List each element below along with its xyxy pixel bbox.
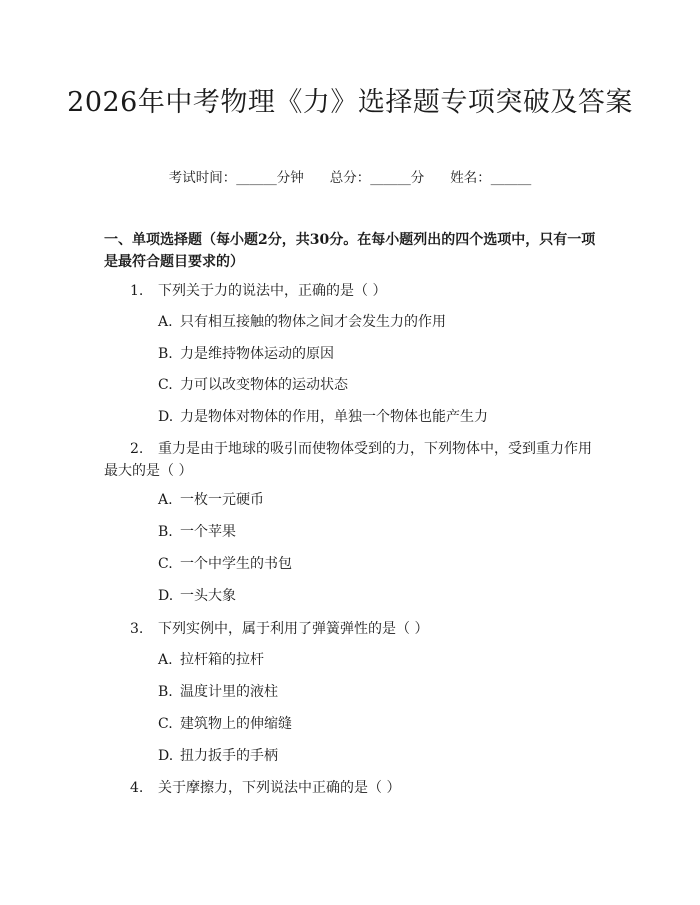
- option-text: 一枚一元硬币: [180, 492, 264, 508]
- option-letter: C.: [158, 377, 173, 393]
- option-letter: A.: [158, 314, 173, 330]
- total-score-unit: 分: [410, 170, 425, 186]
- question-3: [104, 618, 604, 640]
- option-letter: B.: [158, 524, 173, 540]
- option-letter: C.: [158, 556, 173, 572]
- question-number: 1.: [130, 283, 144, 299]
- total-score-label: 总分：: [329, 170, 371, 186]
- option-letter: D.: [158, 588, 174, 604]
- option-3c: [158, 714, 598, 734]
- option-3b: [158, 682, 598, 702]
- exam-time-unit: 分钟: [276, 170, 304, 186]
- section-heading: 一、单项选择题（每小题2分，共30分。在每小题列出的四个选项中，只有一项是最符合题目要求的）: [104, 232, 596, 270]
- option-letter: D.: [158, 748, 174, 764]
- question-number: 3.: [130, 621, 144, 637]
- option-letter: B.: [158, 684, 173, 700]
- option-text: 建筑物上的伸缩缝: [180, 716, 292, 732]
- question-text: 关于摩擦力，下列说法中正确的是（ ）: [158, 780, 401, 796]
- option-2b: [158, 522, 598, 542]
- option-text: 温度计里的液柱: [180, 684, 278, 700]
- option-text: 力是维持物体运动的原因: [180, 346, 334, 362]
- question-number: 2.: [130, 441, 144, 457]
- question-text: 重力是由于地球的吸引而使物体受到的力，下列物体中，受到重力作用最大的是（ ）: [104, 441, 592, 479]
- name-label: 姓名：: [450, 170, 491, 186]
- option-text: 拉杆箱的拉杆: [180, 652, 264, 668]
- option-text: 一头大象: [180, 588, 236, 604]
- option-text: 只有相互接触的物体之间才会发生力的作用: [180, 314, 446, 330]
- option-2a: [158, 490, 598, 510]
- option-text: 一个苹果: [180, 524, 236, 540]
- option-3a: [158, 650, 598, 670]
- exam-info: [0, 169, 700, 187]
- question-4: [104, 777, 604, 799]
- question-2: [104, 438, 604, 482]
- name-blank: ______: [490, 170, 532, 186]
- question-text: 下列实例中，属于利用了弹簧弹性的是（ ）: [158, 621, 429, 637]
- option-text: 扭力扳手的手柄: [180, 748, 278, 764]
- option-2d: [158, 586, 598, 606]
- option-letter: D.: [158, 409, 174, 425]
- total-score-blank: ______: [370, 170, 411, 186]
- option-1b: [158, 344, 598, 364]
- option-text: 一个中学生的书包: [180, 556, 292, 572]
- option-1a: [158, 312, 598, 332]
- option-text: 力可以改变物体的运动状态: [180, 377, 348, 393]
- question-number: 4.: [130, 780, 144, 796]
- option-letter: C.: [158, 716, 173, 732]
- option-letter: A.: [158, 492, 173, 508]
- question-1: [104, 280, 604, 302]
- question-text: 下列关于力的说法中，正确的是（ ）: [158, 283, 387, 299]
- option-letter: B.: [158, 346, 173, 362]
- option-1d: [158, 407, 598, 427]
- option-3d: [158, 746, 598, 766]
- option-letter: A.: [158, 652, 173, 668]
- option-2c: [158, 554, 598, 574]
- page-title: 2026年中考物理《力》选择题专项突破及答案: [67, 87, 633, 118]
- option-1c: [158, 375, 598, 395]
- exam-time-blank: ______: [236, 170, 277, 186]
- option-text: 力是物体对物体的作用，单独一个物体也能产生力: [180, 409, 488, 425]
- exam-time-label: 考试时间：: [168, 170, 237, 186]
